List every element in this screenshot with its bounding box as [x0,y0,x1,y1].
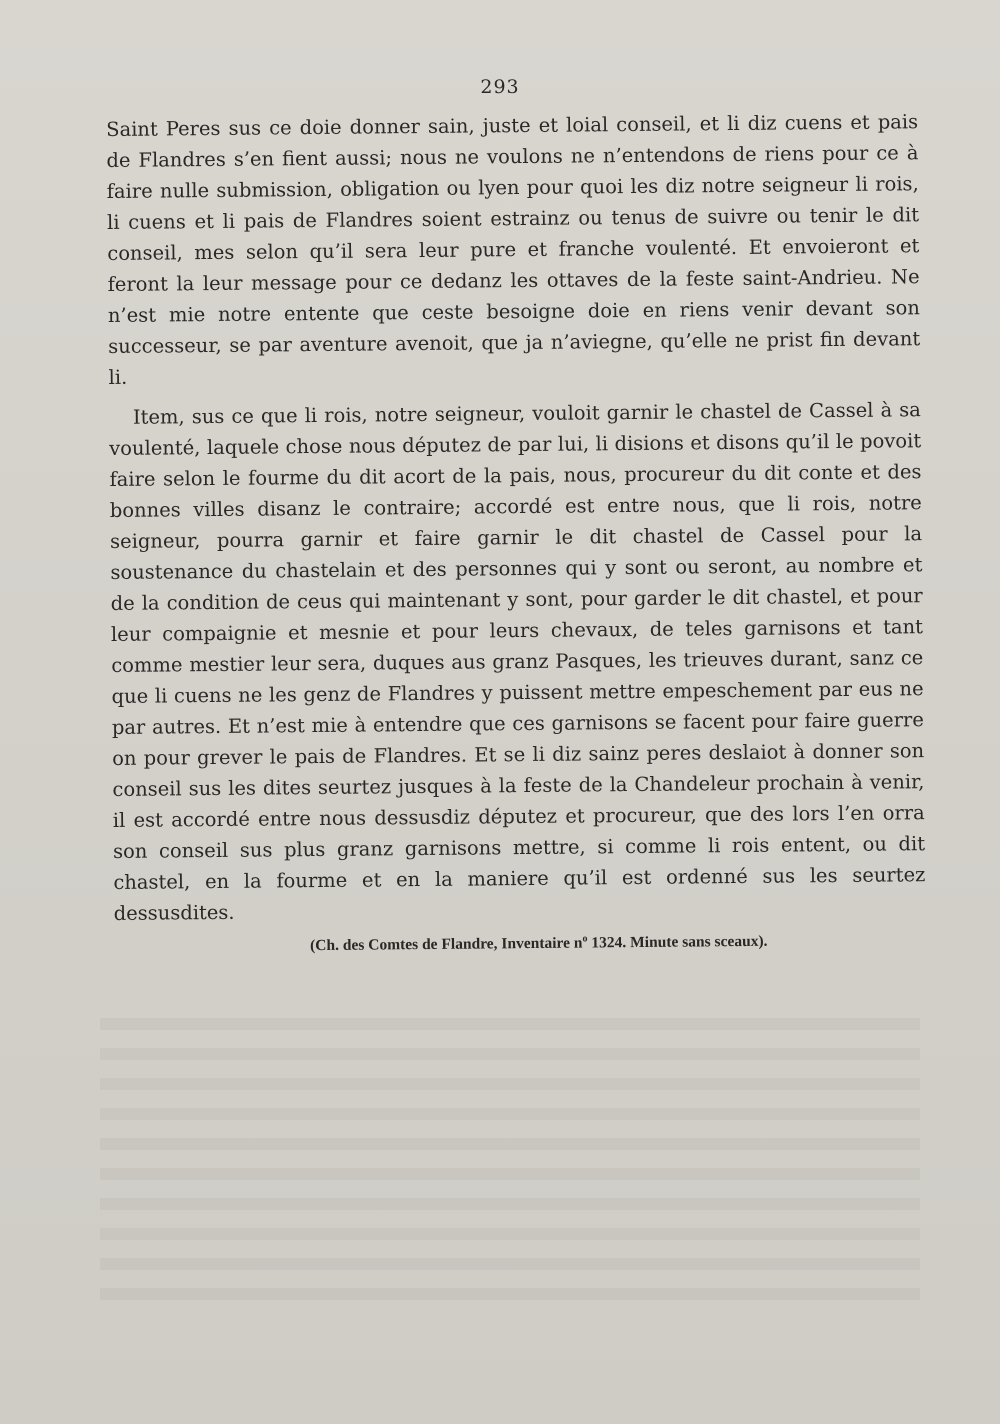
source-citation-text-end: 1324. Minute sans sceaux). [587,932,768,952]
show-through-texture [100,1000,920,1300]
source-citation [310,930,910,955]
body-text [106,106,926,929]
source-citation-superscript: o [582,933,588,945]
paragraph-continuation: Saint Peres sus ce doie donner sain, juste et loial conseil, et li diz cuens et pais de Flandres s’en fient aussi; nous ne voulons ne n’entendons de riens pour ce à faire nulle submission, obligation ou lyen pour quoi les diz notre seigneur li rois, li cuens et li pais de Flandres soient estrainz ou tenus de suivre ou tenir le dit conseil, mes selon qu’il sera leur pure et franche voulenté. Et envoieront et feront la leur message pour ce dedanz les ottaves de la feste saint-Andrieu. Ne n’est mie notre entente que ceste besoigne doie en riens venir devant son successeur, se par aventure avenoit, que ja n’aviegne, qu’elle ne prist fin devant li. [106,110,921,389]
source-citation-text: (Ch. des Comtes de Flandre, Inventaire n [310,934,583,955]
page-number: 293 [480,76,520,98]
paragraph-item: Item, sus ce que li rois, notre seigneur, vouloit garnir le chastel de Cassel à sa voulenté, laquele chose nous députez de par lui, li disions et disons qu’il le povoit faire selon le fourme du dit acort de la pais, nous, procureur du dit conte et des bonnes villes disanz le contraire; accordé est entre nous, que li rois, notre seigneur, pourra garnir et faire garnir le dit chastel de Cassel pour la soustenance du chastelain et des personnes qui y sont ou seront, au nombre et de la condition de ceus qui maintenant y sont, pour garder le dit chastel, et pour leur compaignie et mesnie et pour leurs chevaux, de teles garnisons et tant comme mestier leur sera, duques aus granz Pasques, les trieuves durant, sanz ce que li cuens ne les genz de Flandres y puissent mettre empeschement par eus ne par autres. Et n’est mie à entendre que ces garnisons se facent pour faire guerre on pour grever le pais de Flandres. Et se li diz sainz peres deslaiot à donner son conseil sus les dites seurtez jusques à la feste de la Chandeleur prochain à venir, il est accordé entre nous dessusdiz députez et procureur, que des lors l’en orra son conseil sus plus granz garnisons mettre, si comme li rois entent, ou dit chastel, en la fourme et en la maniere qu’il est ordenné sus les seurtez dessusdites. [109,398,926,925]
